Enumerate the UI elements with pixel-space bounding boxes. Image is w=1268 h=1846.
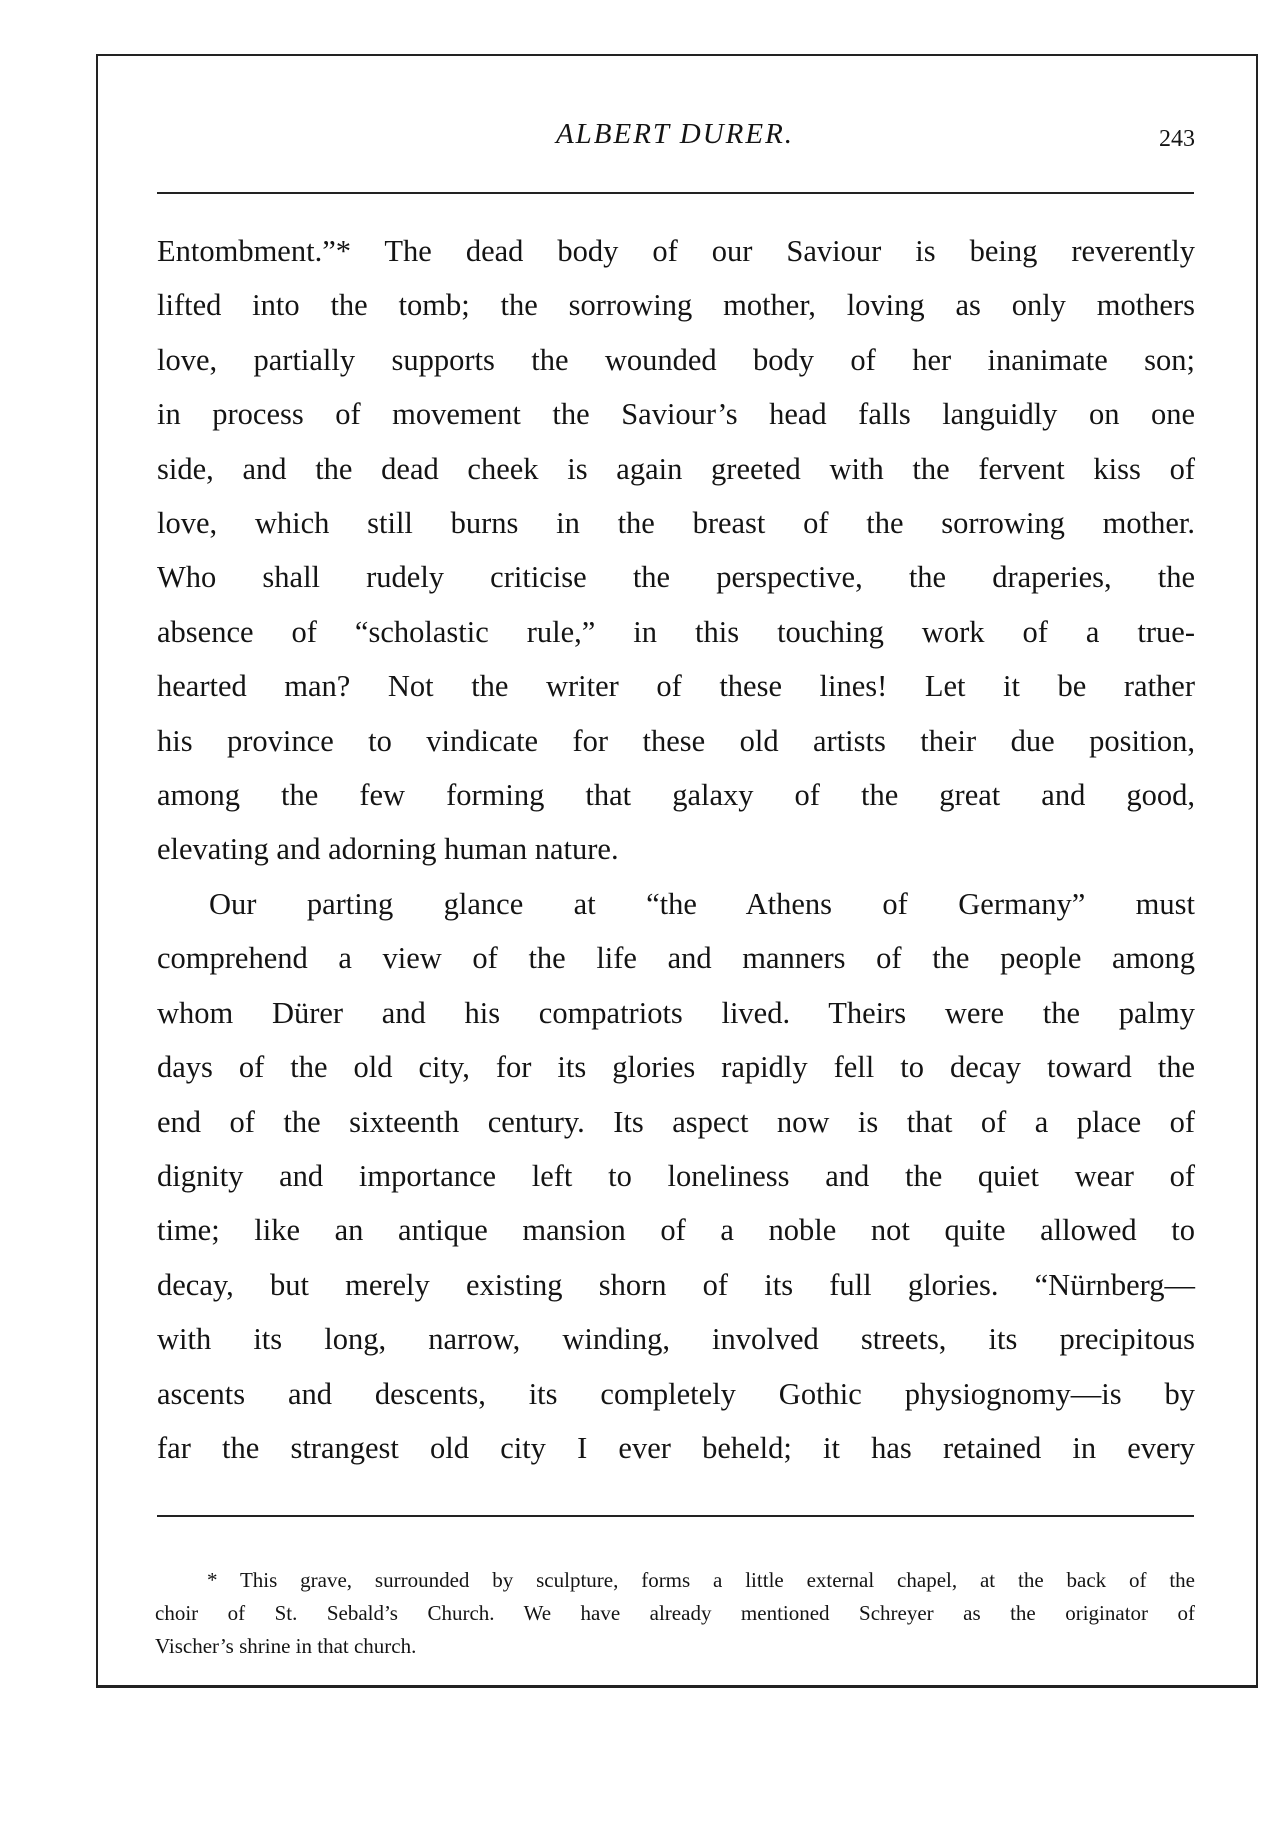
header-rule bbox=[157, 192, 1194, 194]
body-line: whom Dürer and his compatriots lived. Theirs were the palmy bbox=[157, 995, 1195, 1030]
body-line: elevating and adorning human nature. bbox=[157, 832, 619, 867]
page-number: 243 bbox=[1159, 126, 1195, 152]
body-line: time; like an antique mansion of a noble not quite allowed to bbox=[157, 1213, 1195, 1248]
body-line: Who shall rudely criticise the perspective, the draperies, the bbox=[157, 560, 1195, 595]
body-line: dignity and importance left to loneliness and the quiet wear of bbox=[157, 1158, 1195, 1193]
body-line: Entombment.”* The dead body of our Saviour is being reverently bbox=[157, 234, 1195, 268]
body-line: decay, but merely existing shorn of its full glories. “Nürnberg— bbox=[157, 1267, 1195, 1302]
body-line: far the strangest old city I ever beheld; it has retained in every bbox=[157, 1430, 1195, 1465]
footnote-rule bbox=[157, 1515, 1194, 1517]
running-head bbox=[155, 118, 1195, 158]
body-text bbox=[157, 224, 1195, 1475]
body-line: ascents and descents, its completely Gothic physiognomy—is by bbox=[157, 1376, 1195, 1411]
body-line: lifted into the tomb; the sorrowing mother, loving as only mothers bbox=[157, 288, 1195, 323]
body-line: side, and the dead cheek is again greeted with the fervent kiss of bbox=[157, 451, 1195, 486]
body-line: days of the old city, for its glories rapidly fell to decay toward the bbox=[157, 1050, 1195, 1085]
footnote-line: Vischer’s shrine in that church. bbox=[155, 1634, 417, 1658]
footnote-line: * This grave, surrounded by sculpture, forms a little external chapel, at the back of the bbox=[207, 1568, 1195, 1592]
body-line: among the few forming that galaxy of the great and good, bbox=[157, 778, 1195, 813]
body-line: love, which still burns in the breast of the sorrowing mother. bbox=[157, 506, 1195, 541]
running-title: ALBERT DURER. bbox=[555, 118, 795, 150]
body-line: comprehend a view of the life and manners of the people among bbox=[157, 941, 1195, 976]
body-line: his province to vindicate for these old artists their due position, bbox=[157, 723, 1195, 758]
body-line: Our parting glance at “the Athens of Germany” must bbox=[209, 886, 1195, 921]
body-line: end of the sixteenth century. Its aspect now is that of a place of bbox=[157, 1104, 1195, 1139]
body-line: hearted man? Not the writer of these lines! Let it be rather bbox=[157, 669, 1195, 704]
body-line: in process of movement the Saviour’s head falls languidly on one bbox=[157, 397, 1195, 432]
footnote-line: choir of St. Sebald’s Church. We have already mentioned Schreyer as the originator of bbox=[155, 1601, 1195, 1625]
body-line: absence of “scholastic rule,” in this touching work of a true- bbox=[157, 614, 1195, 649]
body-line: with its long, narrow, winding, involved streets, its precipitous bbox=[157, 1322, 1195, 1357]
body-line: love, partially supports the wounded body of her inanimate son; bbox=[157, 342, 1195, 377]
footnote bbox=[155, 1564, 1195, 1663]
